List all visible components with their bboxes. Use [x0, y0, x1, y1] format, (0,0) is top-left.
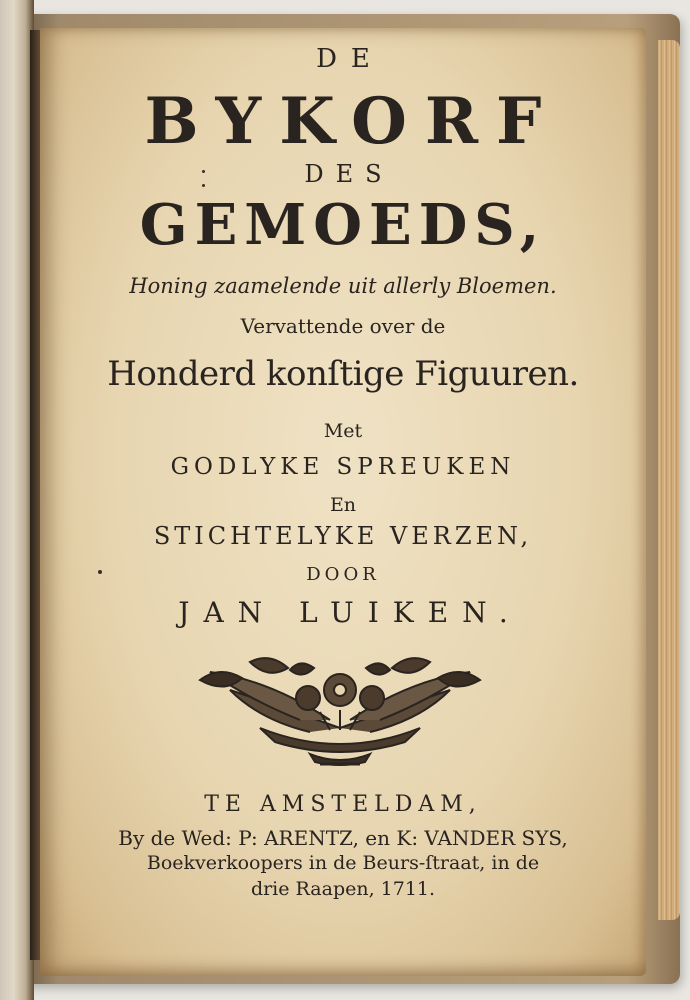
title-page — [40, 28, 646, 976]
title-main-bykorf: BYKORF — [144, 84, 560, 159]
subtitle-honing: Honing zaamelende uit allerly Bloemen. — [129, 274, 557, 298]
imprint-date: drie Raapen, 1711. — [250, 878, 436, 900]
flower-basket-vignette — [190, 650, 490, 770]
title-main-gemoeds: GEMOEDS, — [139, 192, 547, 258]
line-stichtelyke-verzen: STICHTELYKE VERZEN, — [153, 522, 533, 550]
page-edges — [658, 40, 680, 920]
front-cover-edge — [0, 0, 34, 1000]
ink-spot — [98, 570, 102, 574]
title-line-des: DES — [304, 160, 394, 188]
imprint-printers: By de Wed: P: ARENTZ, en K: VANDER SYS, — [118, 826, 568, 850]
title-line-de: DE — [316, 44, 384, 74]
line-honderd-figuuren: Honderd konſtige Figuuren. — [107, 354, 579, 394]
line-door: DOOR — [306, 564, 380, 585]
ink-spot — [202, 184, 205, 187]
line-godlyke-spreuken: GODLYKE SPREUKEN — [170, 454, 516, 480]
author-name: JAN LUIKEN. — [178, 596, 522, 629]
imprint-place: TE AMSTELDAM, — [204, 792, 482, 817]
line-vervattende: Vervattende over de — [240, 314, 446, 338]
ink-spot — [202, 170, 205, 173]
line-met: Met — [323, 420, 363, 442]
imprint-booksellers: Boekverkoopers in de Beurs-ſtraat, in de — [146, 852, 540, 874]
line-en: En — [329, 494, 357, 516]
